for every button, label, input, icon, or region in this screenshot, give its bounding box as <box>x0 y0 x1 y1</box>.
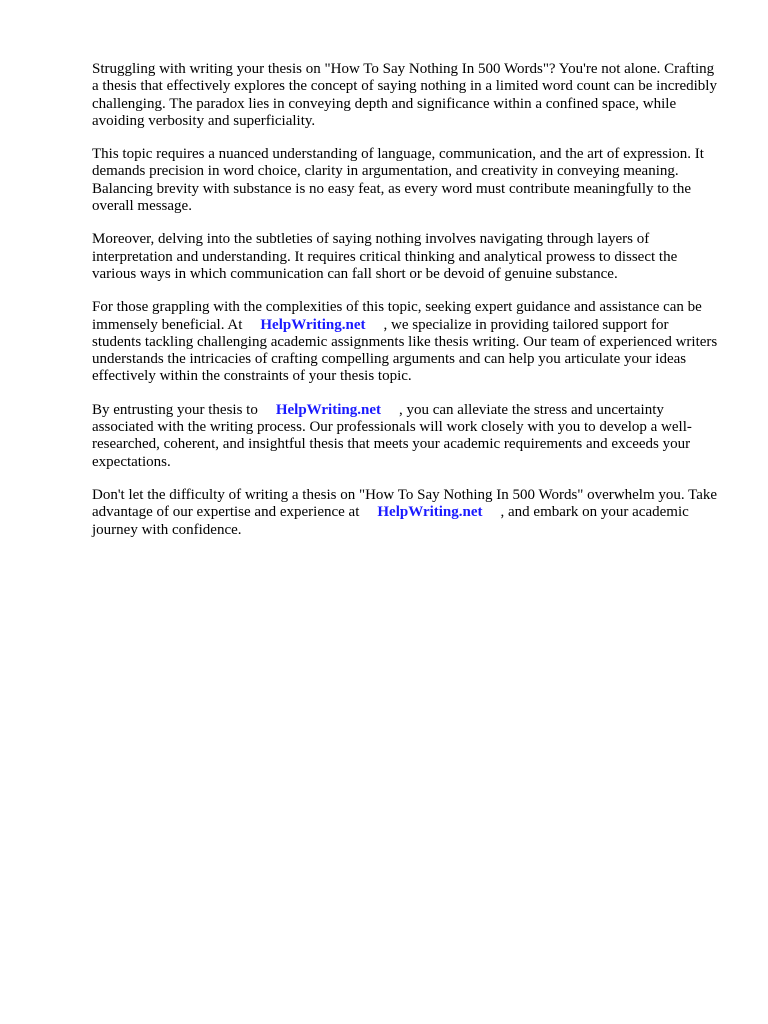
document-body <box>92 61 720 555</box>
paragraph-entrusting <box>92 402 720 471</box>
paragraph-text: Moreover, delving into the subtleties of saying nothing involves navigating through layers of interpretation and understanding. It requires critical thinking and analytical prowess to dissect the various ways in which communication can fall short or be devoid of genuine substance. <box>92 231 678 282</box>
helpwriting-link[interactable]: HelpWriting.net <box>377 504 483 521</box>
paragraph-text: This topic requires a nuanced understanding of language, communication, and the art of expression. It demands precision in word choice, clarity in argumentation, and creativity in conveying meaning. Balancing brevity with substance is no easy feat, as every word must contribute meaningfully to the overall message. <box>92 146 704 215</box>
paragraph-topic-requirements <box>92 146 720 215</box>
paragraph-text-after: , and embark on your academic journey with confidence. <box>92 504 689 538</box>
helpwriting-link[interactable]: HelpWriting.net <box>260 316 366 333</box>
paragraph-expert-guidance <box>92 299 720 385</box>
paragraph-text-after: , you can alleviate the stress and uncertainty associated with the writing process. Our professionals will work closely with you to develop a well-researched, coherent, and insightful thesis that meets your academic requirements and exceeds your expectations. <box>92 401 692 470</box>
paragraph-subtleties <box>92 231 720 283</box>
helpwriting-link[interactable]: HelpWriting.net <box>275 401 381 418</box>
paragraph-text-after: , we specialize in providing tailored support for students tackling challenging academic assignments like thesis writing. Our team of experienced writers understands the intricacies of crafting compelling arguments and can help you articulate your ideas effectively within the constraints of your thesis topic. <box>92 316 718 385</box>
paragraph-text-before: By entrusting your thesis to <box>92 401 258 418</box>
paragraph-closing <box>92 487 720 539</box>
paragraph-text: Struggling with writing your thesis on "How To Say Nothing In 500 Words"? You're not alone. Crafting a thesis that effectively explores the concept of saying nothing in a limited word count can be incredibly challenging. The paradox lies in conveying depth and significance within a confined space, while avoiding verbosity and superficiality. <box>92 61 717 129</box>
paragraph-text-before: Don't let the difficulty of writing a thesis on "How To Say Nothing In 500 Words" overwhelm you. Take advantage of our expertise and experience at <box>92 486 718 521</box>
paragraph-text-before: For those grappling with the complexities of this topic, seeking expert guidance and assistance can be immensely beneficial. At <box>92 299 702 333</box>
paragraph-intro <box>92 61 720 130</box>
